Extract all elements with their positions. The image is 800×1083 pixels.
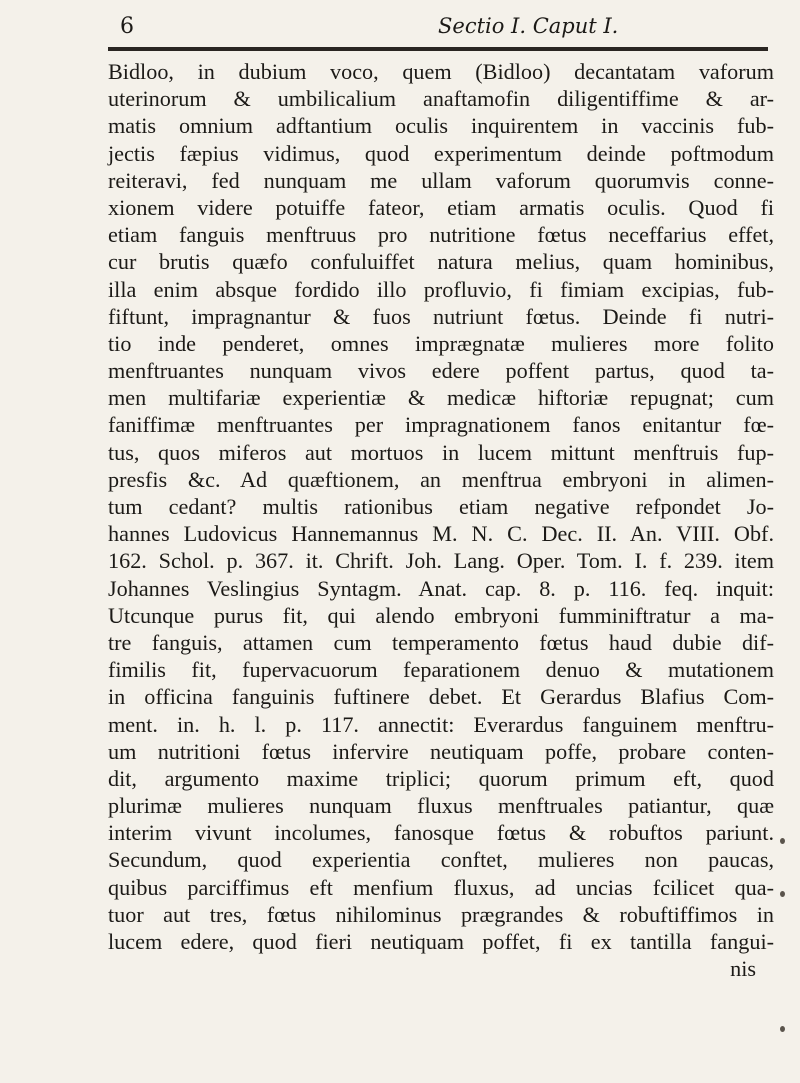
text-line: um nutritioni fœtus infervire neutiquam poffe, probare conten- bbox=[108, 738, 774, 764]
text-line: Secundum, quod experientia conftet, mulieres non paucas, bbox=[108, 847, 774, 873]
text-line: dit, argumento maxime triplici; quorum primum eft, quod bbox=[108, 765, 774, 791]
text-line: lucem edere, quod fieri neutiquam poffet, fi ex tantilla fangui- bbox=[108, 929, 774, 954]
header-rule bbox=[108, 47, 768, 51]
text-line: in officina fanguinis fuftinere debet. Et Gerardus Blafius Com- bbox=[108, 684, 774, 710]
text-line: men multifariæ experientiæ & medicæ hiftoriæ repugnat; cum bbox=[108, 385, 774, 411]
text-line: reiteravi, fed nunquam me ullam vaforum quorumvis conne- bbox=[108, 167, 774, 193]
catchword: nis bbox=[730, 956, 756, 982]
text-line: tre fanguis, attamen cum temperamento fœtus haud dubie dif- bbox=[108, 629, 774, 655]
text-line: 162. Schol. p. 367. it. Chrift. Joh. Lang. Oper. Tom. I. f. 239. item bbox=[108, 548, 774, 574]
text-line: tum cedant? multis rationibus etiam negative refpondet Jo- bbox=[108, 494, 774, 519]
text-line: interim vivunt incolumes, fanosque fœtus & robuftos pariunt. bbox=[108, 820, 774, 846]
text-line: xionem videre potuiffe fateor, etiam armatis oculis. Quod fi bbox=[108, 194, 774, 220]
running-title: Sectio I. Caput I. bbox=[438, 14, 619, 38]
text-line: fiftunt, impragnantur & fuos nutriunt fœtus. Deinde fi nutri- bbox=[108, 303, 774, 329]
text-line: illa enim absque fordido illo profluvio, fi fimiam excipias, fub- bbox=[108, 276, 774, 302]
text-line: tus, quos miferos aut mortuos in lucem mittunt menftruis fup- bbox=[108, 439, 774, 465]
text-line: tuor aut tres, fœtus nihilominus prægrandes & robuftiffimos in bbox=[108, 901, 774, 927]
text-line: faniffimæ menftruantes per impragnationem fanos enitantur fœ- bbox=[108, 412, 774, 438]
text-line: etiam fanguis menftruus pro nutritione fœtus neceffarius effet, bbox=[108, 222, 774, 248]
text-line: Bidloo, in dubium voco, quem (Bidloo) decantatam vaforum bbox=[108, 59, 774, 84]
margin-speck bbox=[780, 838, 785, 844]
text-line: fimilis fit, fupervacuorum feparationem denuo & mutationem bbox=[108, 657, 774, 683]
text-line: plurimæ mulieres nunquam fluxus menftruales patiantur, quæ bbox=[108, 793, 774, 819]
text-line: hannes Ludovicus Hannemannus M. N. C. Dec. II. An. VIII. Obf. bbox=[108, 521, 774, 547]
text-line: menftruantes nunquam vivos edere poffent partus, quod ta- bbox=[108, 358, 774, 384]
text-line: tio inde penderet, omnes imprægnatæ mulieres more folito bbox=[108, 330, 774, 356]
text-line: Utcunque purus fit, qui alendo embryoni fumminiftratur a ma- bbox=[108, 602, 774, 628]
text-line: Johannes Veslingius Syntagm. Anat. cap. 8. p. 116. feq. inquit: bbox=[108, 575, 774, 601]
text-line: quibus parciffimus eft menfium fluxus, ad uncias fcilicet qua- bbox=[108, 874, 774, 900]
text-line: ment. in. h. l. p. 117. annectit: Everardus fanguinem menftru- bbox=[108, 711, 774, 737]
text-line: uterinorum & umbilicalium anaftamofin diligentiffime & ar- bbox=[108, 86, 774, 112]
margin-speck bbox=[780, 891, 785, 897]
text-line: presfis &c. Ad quæftionem, an menftrua embryoni in alimen- bbox=[108, 466, 774, 492]
text-line: matis omnium adftantium oculis inquirentem in vaccinis fub- bbox=[108, 113, 774, 139]
text-line: jectis fæpius vidimus, quod experimentum deinde poftmodum bbox=[108, 140, 774, 166]
text-line: cur brutis quæfo confuluiffet natura melius, quam hominibus, bbox=[108, 249, 774, 275]
page-number: 6 bbox=[120, 14, 134, 39]
margin-speck bbox=[780, 1026, 785, 1032]
body-text bbox=[108, 58, 774, 982]
